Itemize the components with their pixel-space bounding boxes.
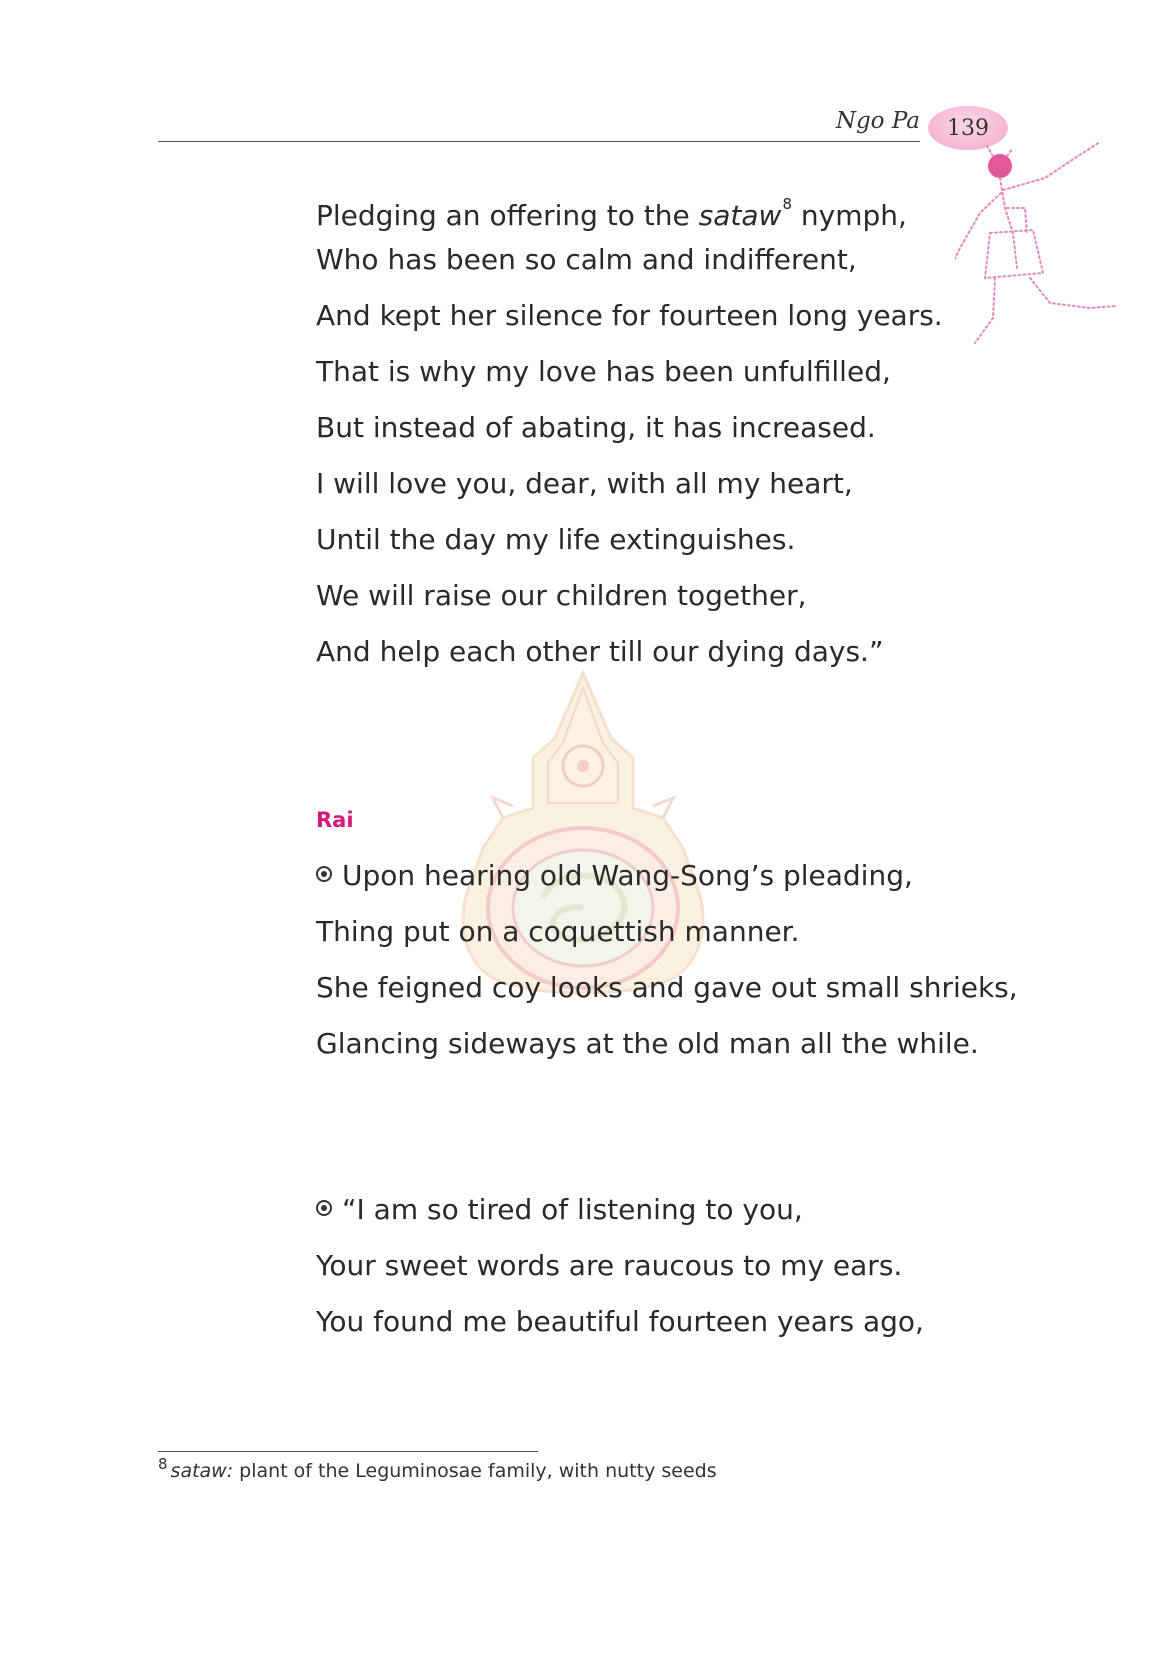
verse-line: You found me beautiful fourteen years ago,: [316, 1305, 924, 1338]
section-label: Rai: [316, 808, 354, 832]
header-rule: [158, 141, 920, 142]
stanza-2: [316, 848, 1018, 1072]
verse-line: She feigned coy looks and gave out small shrieks,: [316, 971, 1018, 1004]
verse-line: But instead of abating, it has increased.: [316, 411, 876, 444]
verse-line: Pledging an offering to the sataw$^8$ nymph,: [316, 195, 907, 232]
footnote-ref[interactable]: 8: [782, 195, 793, 213]
verse-line: I will love you, dear, with all my heart,: [316, 467, 853, 500]
verse-line: Glancing sideways at the old man all the while.: [316, 1027, 979, 1060]
verse-line: Who has been so calm and indifferent,: [316, 243, 857, 276]
verse-line: We will raise our children together,: [316, 579, 807, 612]
footnote-number: 8: [158, 1455, 168, 1473]
glossed-term: sataw: [698, 199, 782, 232]
footnote-text: plant of the Leguminosae family, with nutty seeds: [233, 1460, 717, 1482]
stanza-1: [316, 176, 943, 680]
verse-line: Thing put on a coquettish manner.: [316, 915, 800, 948]
verse-line: And help each other till our dying days.”: [316, 635, 884, 668]
stanza-bullet-icon: [316, 1200, 332, 1216]
verse-line: Until the day my life extinguishes.: [316, 523, 796, 556]
stanza-3: [316, 1182, 924, 1350]
footnote-rule: [158, 1451, 538, 1452]
verse-line: Your sweet words are raucous to my ears.: [316, 1249, 903, 1282]
verse-line: Upon hearing old Wang-Song’s pleading,: [316, 848, 1018, 904]
page-number: 139: [947, 115, 989, 141]
verse-line: “I am so tired of listening to you,: [316, 1182, 924, 1238]
running-title: Ngo Pa: [835, 108, 920, 134]
footnote: [158, 1455, 958, 1482]
verse-line: And kept her silence for fourteen long years.: [316, 299, 943, 332]
footnote-term: sataw:: [170, 1460, 234, 1482]
stanza-bullet-icon: [316, 866, 332, 882]
verse-line: That is why my love has been unfulfilled,: [316, 355, 891, 388]
dancer-illustration-icon: [955, 138, 1130, 350]
